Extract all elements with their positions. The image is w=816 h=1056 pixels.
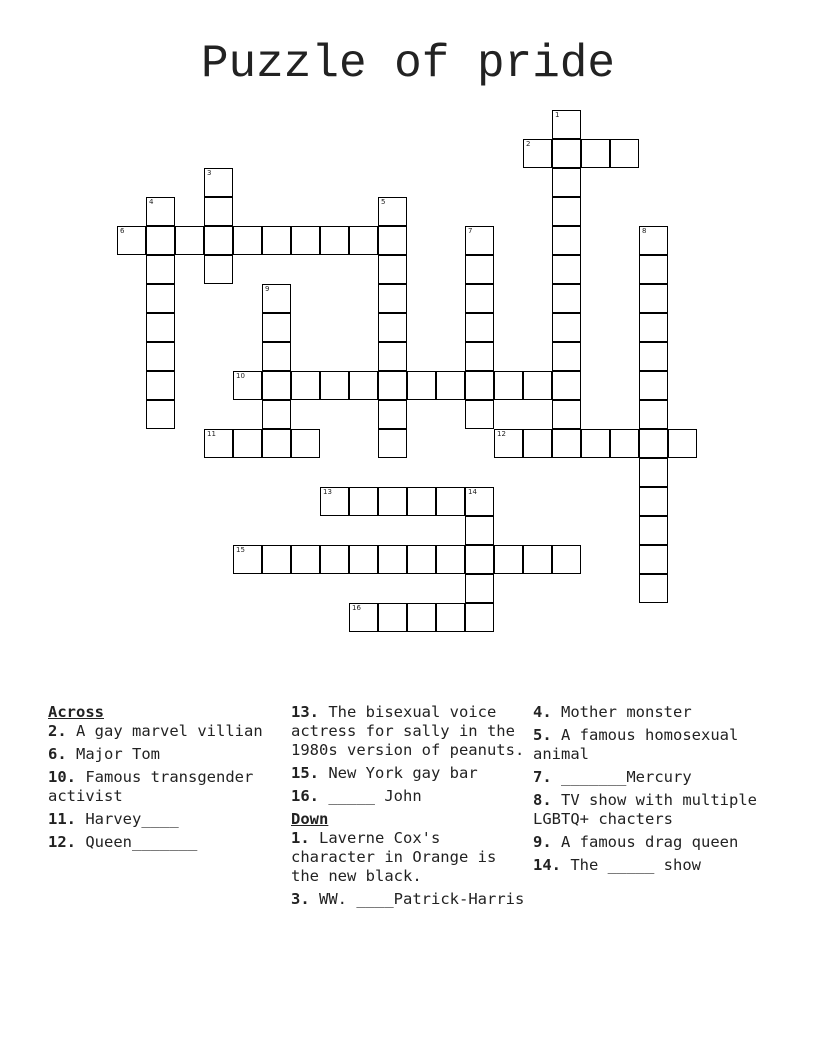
grid-cell[interactable] [436,545,465,574]
clue-number: 16 [352,604,361,612]
across-clue-6: 6. Major Tom [48,745,161,763]
grid-cell[interactable] [552,400,581,429]
grid-cell[interactable] [552,371,581,400]
grid-cell[interactable] [320,487,349,516]
grid-cell[interactable] [262,429,291,458]
grid-cell[interactable] [639,284,668,313]
clue-number: 9 [265,285,270,293]
grid-cell[interactable] [146,371,175,400]
grid-cell[interactable] [465,342,494,371]
grid-cell[interactable] [552,429,581,458]
grid-cell[interactable] [262,545,291,574]
grid-cell[interactable] [639,255,668,284]
grid-cell[interactable] [378,429,407,458]
grid-cell[interactable] [407,487,436,516]
grid-cell[interactable] [349,545,378,574]
grid-cell[interactable] [349,371,378,400]
grid-cell[interactable] [407,371,436,400]
grid-cell[interactable] [639,458,668,487]
grid-cell[interactable] [552,197,581,226]
grid-cell[interactable] [639,226,668,255]
clue-number: 2 [526,140,531,148]
grid-cell[interactable] [494,429,523,458]
grid-cell[interactable] [552,168,581,197]
clue-number: 14 [468,488,477,496]
clue-number: 5 [381,198,386,206]
grid-cell[interactable] [262,400,291,429]
grid-cell[interactable] [639,371,668,400]
grid-cell[interactable] [146,400,175,429]
grid-cell[interactable] [320,545,349,574]
grid-cell[interactable] [552,545,581,574]
grid-cell[interactable] [378,255,407,284]
grid-cell[interactable] [233,226,262,255]
clue-number: 4 [149,198,154,206]
grid-cell[interactable] [523,545,552,574]
grid-cell[interactable] [639,429,668,458]
clue-column-3 [533,703,768,879]
grid-cell[interactable] [378,342,407,371]
grid-cell[interactable] [320,371,349,400]
grid-cell[interactable] [378,371,407,400]
grid-cell[interactable] [349,487,378,516]
grid-cell[interactable] [436,487,465,516]
down-clue-7: 7. _______Mercury [533,768,692,786]
across-clue-15: 15. New York gay bar [291,764,478,782]
grid-cell[interactable] [639,313,668,342]
clue-number: 13 [323,488,332,496]
grid-cell[interactable] [523,371,552,400]
grid-cell[interactable] [378,284,407,313]
clue-column-2 [291,703,526,913]
grid-cell[interactable] [552,342,581,371]
down-clue-5: 5. A famous homosexual animal [533,726,739,763]
grid-cell[interactable] [639,487,668,516]
grid-cell[interactable] [233,429,262,458]
grid-cell[interactable] [465,371,494,400]
grid-cell[interactable] [117,226,146,255]
grid-cell[interactable] [378,197,407,226]
grid-cell[interactable] [465,545,494,574]
across-clue-16: 16. _____ John [291,787,422,805]
grid-cell[interactable] [436,371,465,400]
clue-number: 3 [207,169,212,177]
grid-cell[interactable] [465,400,494,429]
grid-cell[interactable] [262,371,291,400]
grid-cell[interactable] [378,313,407,342]
grid-cell[interactable] [639,400,668,429]
grid-cell[interactable] [552,226,581,255]
grid-cell[interactable] [610,139,639,168]
clue-column-1 [48,703,283,856]
grid-cell[interactable] [523,139,552,168]
grid-cell[interactable] [146,284,175,313]
grid-cell[interactable] [378,545,407,574]
grid-cell[interactable] [146,197,175,226]
down-clue-1: 1. Laverne Cox's character in Orange is the new black. [291,829,497,885]
grid-cell[interactable] [349,603,378,632]
grid-cell[interactable] [233,545,262,574]
grid-cell[interactable] [291,371,320,400]
grid-cell[interactable] [262,342,291,371]
grid-cell[interactable] [552,255,581,284]
grid-cell[interactable] [639,342,668,371]
grid-cell[interactable] [146,255,175,284]
grid-cell[interactable] [349,226,378,255]
grid-cell[interactable] [204,168,233,197]
clue-number: 6 [120,227,125,235]
grid-cell[interactable] [146,313,175,342]
grid-cell[interactable] [204,197,233,226]
across-clue-2: 2. A gay marvel villian [48,722,263,740]
puzzle-title: Puzzle of pride [200,38,616,90]
grid-cell[interactable] [668,429,697,458]
clue-number: 1 [555,111,560,119]
grid-cell[interactable] [552,110,581,139]
down-clue-3: 3. WW. ____Patrick-Harris [291,890,525,908]
clue-number: 8 [642,227,647,235]
clue-number: 11 [207,430,216,438]
across-clue-13: 13. The bisexual voice actress for sally in the 1980s version of peanuts. [291,703,525,759]
grid-cell[interactable] [407,545,436,574]
grid-cell[interactable] [204,226,233,255]
grid-cell[interactable] [320,226,349,255]
clue-number: 7 [468,227,473,235]
grid-cell[interactable] [465,574,494,603]
grid-cell[interactable] [465,284,494,313]
grid-cell[interactable] [494,371,523,400]
down-heading: Down [291,810,329,828]
grid-cell[interactable] [233,371,262,400]
grid-cell[interactable] [204,255,233,284]
grid-cell[interactable] [465,487,494,516]
grid-cell[interactable] [610,429,639,458]
grid-cell[interactable] [146,226,175,255]
grid-cell[interactable] [262,226,291,255]
grid-cell[interactable] [639,545,668,574]
grid-cell[interactable] [146,342,175,371]
grid-cell[interactable] [378,603,407,632]
down-clue-9: 9. A famous drag queen [533,833,739,851]
grid-cell[interactable] [378,226,407,255]
grid-cell[interactable] [523,429,552,458]
across-heading: Across [48,703,104,721]
down-clue-4: 4. Mother monster [533,703,692,721]
grid-cell[interactable] [465,313,494,342]
grid-cell[interactable] [465,255,494,284]
grid-cell[interactable] [291,429,320,458]
clue-number: 15 [236,546,245,554]
grid-cell[interactable] [262,284,291,313]
clue-number: 10 [236,372,245,380]
grid-cell[interactable] [639,574,668,603]
grid-cell[interactable] [465,603,494,632]
grid-cell[interactable] [581,139,610,168]
grid-cell[interactable] [436,603,465,632]
grid-cell[interactable] [291,226,320,255]
grid-cell[interactable] [465,516,494,545]
grid-cell[interactable] [378,487,407,516]
clue-number: 12 [497,430,506,438]
across-clue-11: 11. Harvey____ [48,810,179,828]
grid-cell[interactable] [407,603,436,632]
grid-cell[interactable] [639,516,668,545]
grid-cell[interactable] [465,226,494,255]
grid-cell[interactable] [262,313,291,342]
grid-cell[interactable] [552,139,581,168]
down-clue-8: 8. TV show with multiple LGBTQ+ chacters [533,791,757,828]
grid-cell[interactable] [378,400,407,429]
grid-cell[interactable] [291,545,320,574]
grid-cell[interactable] [175,226,204,255]
across-clue-10: 10. Famous transgender activist [48,768,254,805]
grid-cell[interactable] [552,313,581,342]
grid-cell[interactable] [552,284,581,313]
grid-cell[interactable] [581,429,610,458]
down-clue-14: 14. The _____ show [533,856,701,874]
across-clue-12: 12. Queen_______ [48,833,198,851]
grid-cell[interactable] [204,429,233,458]
grid-cell[interactable] [494,545,523,574]
